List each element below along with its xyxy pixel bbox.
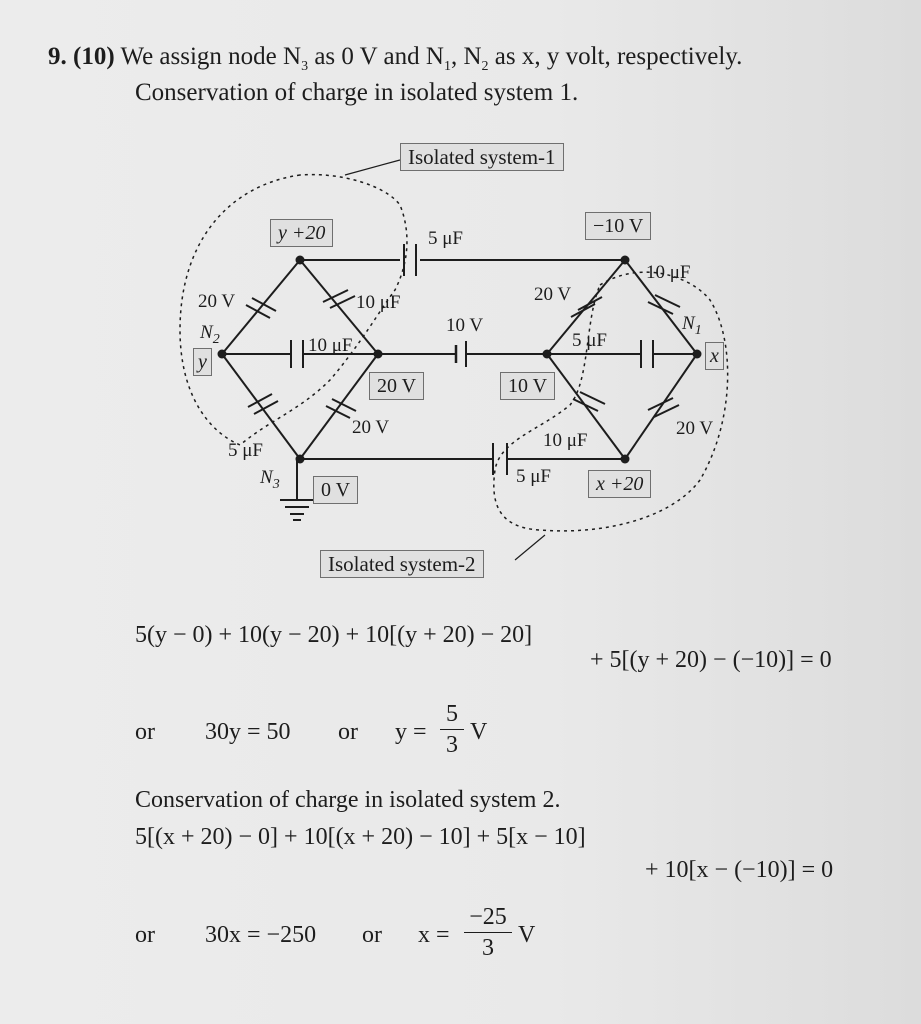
eq1-line2: + 5[(y + 20) − (−10)] = 0: [590, 647, 832, 673]
intro-sub-b: 1: [443, 59, 451, 74]
label-cap-inner-upper-left: 10 μF: [356, 292, 401, 313]
node-n2-letter: N: [200, 322, 213, 343]
eq4-fraction: [464, 903, 512, 962]
label-cap-top: 5 μF: [428, 228, 464, 249]
eq2-or-2: or: [338, 719, 358, 745]
box-x: x: [705, 342, 724, 370]
eq2-fraction: [440, 700, 464, 759]
eq2-or-1: or: [135, 719, 155, 745]
node-n3-letter: N: [260, 467, 273, 488]
node-n1-letter: N: [682, 313, 695, 334]
eq2-numerator: 5: [446, 701, 458, 727]
intro-sub-c: 2: [481, 59, 489, 74]
label-src-inner-lower-left: 20 V: [352, 417, 390, 438]
eq2-denominator: 3: [446, 732, 458, 758]
node-n3-sub: 3: [272, 476, 280, 492]
intro-sub-a: 3: [301, 59, 309, 74]
eq2-lhs: y =: [395, 719, 427, 745]
question-number: 9.: [48, 43, 67, 70]
label-node-n2: [200, 322, 220, 351]
isolated-system-1-label: Isolated system-1: [400, 143, 564, 171]
question-marks: (10): [73, 43, 115, 70]
section-2-heading: Conservation of charge in isolated system 2.: [135, 787, 561, 813]
box-x-plus-20: x +20: [588, 470, 651, 498]
eq1-line1: 5(y − 0) + 10(y − 20) + 10[(y + 20) − 20]: [135, 622, 533, 648]
label-cap-bottom: 5 μF: [516, 466, 552, 487]
intro-text-a: We assign node N: [120, 43, 302, 70]
intro-text-b: as 0 V and N: [308, 43, 444, 70]
box-y: y: [193, 348, 212, 376]
eq4-unit: V: [518, 922, 536, 948]
label-cap-right-upper: 5 μF: [572, 330, 608, 351]
eq3-line1: 5[(x + 20) − 0] + 10[(x + 20) − 10] + 5[x − 10]: [135, 824, 586, 850]
node-bottom-right: [621, 455, 630, 464]
node-mid-left: [374, 350, 383, 359]
eq4-denominator: 3: [482, 935, 494, 961]
box-10v: 10 V: [500, 372, 555, 400]
node-n2: [218, 350, 227, 359]
label-src-middle: 10 V: [446, 315, 484, 336]
box-y-plus-20: y +20: [270, 219, 333, 247]
label-src-left-upper: 20 V: [198, 291, 236, 312]
label-cap-middle-left: 10 μF: [308, 335, 353, 356]
eq4-or-1: or: [135, 922, 155, 948]
box-20v: 20 V: [369, 372, 424, 400]
node-n2-sub: 2: [212, 331, 220, 347]
eq4-lhs: x =: [418, 922, 450, 948]
node-top-right: [621, 256, 630, 265]
eq2-unit: V: [470, 719, 488, 745]
label-cap-inner-lower-right: 10 μF: [543, 430, 588, 451]
intro-text-c: , N: [450, 43, 482, 70]
eq2-fraction-bar: [440, 729, 464, 730]
node-n1-sub: 1: [694, 322, 702, 338]
box-0v: 0 V: [313, 476, 358, 504]
label-node-n3: [260, 467, 280, 496]
isolated-system-2-leader: [515, 535, 545, 560]
label-src-upper-right: 20 V: [534, 284, 572, 305]
intro-text-d: as x, y volt, respectively.: [488, 43, 743, 70]
eq4-or-2: or: [362, 922, 382, 948]
eq2-middle: 30y = 50: [205, 719, 291, 745]
eq4-middle: 30x = −250: [205, 922, 317, 948]
eq4-fraction-bar: [464, 932, 512, 933]
box-minus-10v: −10 V: [585, 212, 651, 240]
label-cap-top-right: 10 μF: [646, 262, 691, 283]
isolated-system-1-leader: [345, 160, 400, 175]
node-n3: [296, 455, 305, 464]
label-node-n1: [682, 313, 702, 342]
node-mid-right: [543, 350, 552, 359]
eq4-numerator: −25: [469, 904, 507, 930]
eq3-line2: + 10[x − (−10)] = 0: [645, 857, 834, 883]
node-top-left: [296, 256, 305, 265]
node-n1: [693, 350, 702, 359]
isolated-system-2-label: Isolated system-2: [320, 550, 484, 578]
intro-line-2: Conservation of charge in isolated system 1.: [135, 79, 579, 106]
label-cap-left-lower: 5 μF: [228, 440, 264, 461]
label-src-lower-right: 20 V: [676, 418, 714, 439]
